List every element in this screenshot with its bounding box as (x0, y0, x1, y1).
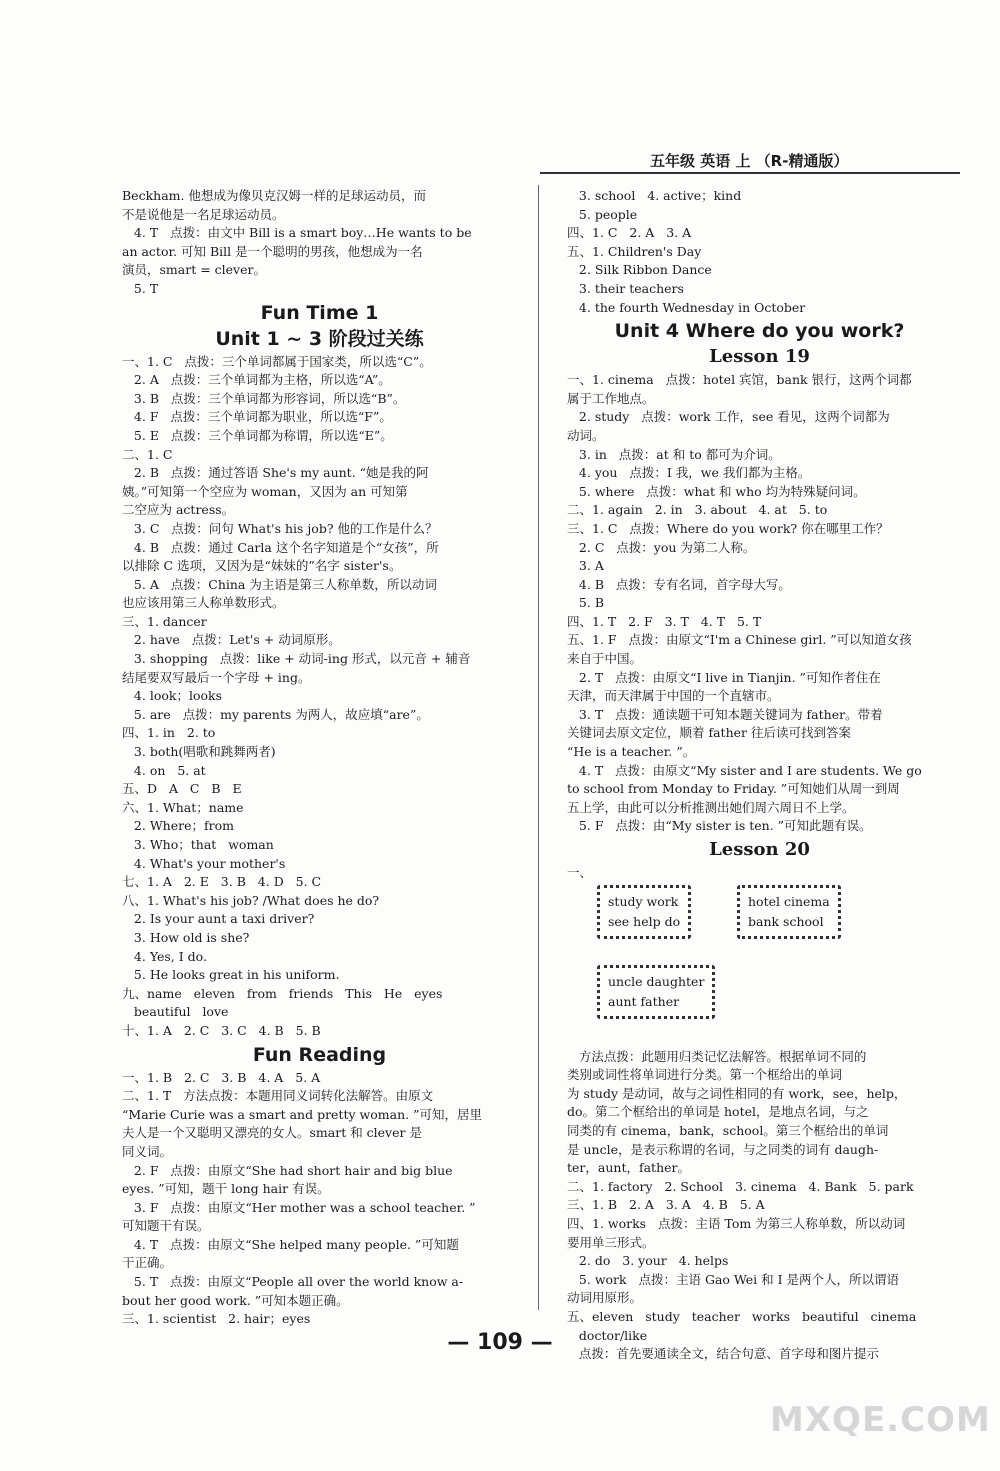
answer-line: 同义词。 (122, 1143, 173, 1159)
answer-line: 3. F 点拨：由原文“Her mother was a school teacher. ” (122, 1199, 476, 1215)
right-column (567, 187, 952, 1364)
answer-line: 方法点拨：此题用归类记忆法解答。根据单词不同的 (567, 1048, 867, 1064)
answer-line: 2. Silk Ribbon Dance (567, 262, 712, 278)
answer-line: 4. T 点拨：由原文“My sister and I are students. We go (567, 762, 922, 778)
answer-line: 一、1. B 2. C 3. B 4. A 5. A (122, 1069, 321, 1085)
answer-line: 4. look；looks (122, 688, 222, 704)
answer-line: 五、eleven study teacher works beautiful cinema (567, 1308, 917, 1324)
answer-line: 4. Yes, I do. (122, 948, 207, 964)
answer-line: 4. What's your mother's (122, 855, 286, 871)
answer-line: Beckham. 他想成为像贝克汉姆一样的足球运动员，而 (122, 188, 426, 203)
word-box-row: bank school (748, 913, 824, 929)
answer-line: 5. where 点拨：what 和 who 均为特殊疑问词。 (567, 483, 866, 499)
answer-line: 干正确。 (122, 1255, 173, 1271)
word-box-family (597, 965, 715, 1019)
answer-line: 来自于中国。 (567, 651, 643, 667)
answer-line: 是 uncle，是表示称谓的名词，与之同类的词有 daugh- (567, 1141, 879, 1157)
answer-line: 姨。”可知第一个空应为 woman，又因为 an 可知第 (122, 483, 408, 499)
header-rule (540, 172, 960, 174)
answer-line: 三、1. C 点拨：Where do you work? 你在哪里工作？ (567, 520, 889, 536)
page-number: — 109 — (447, 1330, 553, 1355)
answer-line: 动词用原形。 (567, 1290, 643, 1306)
answer-line: “Marie Curie was a smart and pretty woman. ”可知，居里 (122, 1106, 482, 1122)
answer-line: “He is a teacher. ”。 (567, 744, 696, 760)
answer-line: 2. B 点拨：通过答语 She's my aunt. “她是我的阿 (122, 465, 429, 481)
lesson-heading: Lesson 19 (709, 346, 810, 368)
answer-line: 2. study 点拨：work 工作，see 看见，这两个词都为 (567, 409, 890, 425)
answer-line: 二、1. again 2. in 3. about 4. at 5. to (567, 502, 828, 518)
word-box-row: see help do (608, 913, 681, 929)
answer-line: 结尾要双写最后一个字母 + ing。 (122, 669, 311, 685)
answer-line: 四、1. C 2. A 3. A (567, 225, 692, 241)
answer-line: 九、name eleven from friends This He eyes (122, 985, 443, 1001)
section-heading: Unit 1 ~ 3 阶段过关练 (215, 327, 424, 350)
word-box-places (737, 885, 841, 939)
answer-line: ter，aunt，father。 (567, 1160, 690, 1176)
answer-line: 三、1. B 2. A 3. A 4. B 5. A (567, 1197, 765, 1213)
answer-line: 夫人是一个又聪明又漂亮的女人。smart 和 clever 是 (122, 1125, 422, 1141)
section-heading: Fun Reading (252, 1043, 387, 1066)
answer-line: 六、1. What；name (122, 799, 244, 815)
answer-line: 三、1. dancer (122, 613, 207, 629)
answer-line: 属于工作地点。 (567, 390, 655, 406)
column-divider (538, 185, 539, 1310)
watermark: MXQE.COM (770, 1400, 991, 1440)
answer-line: 二空应为 actress。 (122, 502, 235, 518)
answer-line: 4. the fourth Wednesday in October (567, 299, 806, 315)
answer-line: 4. on 5. at (122, 762, 206, 778)
answer-line: 一、1. cinema 点拨：hotel 宾馆，bank 银行，这两个词都 (567, 372, 912, 388)
answer-line: 四、1. in 2. to (122, 725, 216, 741)
answer-line: 5. B (567, 595, 605, 611)
answer-line: 2. C 点拨：you 为第二人称。 (567, 539, 756, 555)
answer-line: 七、1. A 2. E 3. B 4. D 5. C (122, 874, 322, 890)
answer-line: 八、1. What's his job? /What does he do? (122, 892, 380, 908)
answer-line: 5. A 点拨：China 为主语是第三人称单数，所以动词 (122, 576, 437, 592)
right-column-bottom (567, 1048, 952, 1364)
answer-line: 类别或词性将单词进行分类。第一个框给出的单词 (567, 1067, 843, 1083)
answer-line: 4. you 点拨：I 我，we 我们都为主格。 (567, 465, 811, 481)
answer-line: 3. How old is she? (122, 929, 250, 945)
answer-line: 五、1. Children's Day (567, 243, 702, 259)
answer-line: 5. people (567, 206, 638, 222)
word-box-row: uncle daughter (608, 973, 705, 989)
answer-line: 为 study 是动词，故与之词性相同的有 work，see，help， (567, 1085, 907, 1101)
answer-line: 2. have 点拨：Let's + 动词原形。 (122, 632, 341, 648)
answer-line: 可知题干有误。 (122, 1218, 210, 1234)
answer-line: 四、1. T 2. F 3. T 4. T 5. T (567, 613, 762, 629)
answer-line: 三、1. scientist 2. hair；eyes (122, 1311, 311, 1327)
answer-line: 5. T 点拨：由原文“People all over the world know a- (122, 1274, 464, 1290)
answer-line: 五、D A C B E (122, 781, 242, 797)
answer-line: 一、1. C 点拨：三个单词都属于国家类，所以选“C”。 (122, 353, 432, 369)
word-box-area (567, 883, 952, 1048)
answer-line: 4. T 点拨：由原文“She helped many people. ”可知题 (122, 1236, 459, 1252)
answer-line: 3. T 点拨：通读题干可知本题关键词为 father。带着 (567, 706, 883, 722)
answer-line: 4. B 点拨：专有名词，首字母大写。 (567, 576, 791, 592)
answer-line: 5. T (122, 280, 159, 296)
answer-line: 五上学，由此可以分析推测出她们周六周日不上学。 (567, 799, 855, 815)
answer-line: 3. B 点拨：三个单词都为形容词，所以选“B”。 (122, 390, 406, 406)
answer-line: 以排除 C 选项，又因为是“妹妹的”名字 sister's。 (122, 558, 402, 574)
answer-line: 4. T 点拨：由文中 Bill is a smart boy…He wants to be (122, 225, 472, 241)
answer-line: 动词。 (567, 427, 605, 443)
answer-line: 5. are 点拨：my parents 为两人，故应填“are”。 (122, 706, 429, 722)
answer-line: 天津，而天津属于中国的一个直辖市。 (567, 688, 780, 704)
answer-line: 不是说他是一名足球运动员。 (122, 206, 285, 222)
answer-line: 4. B 点拨：通过 Carla 这个名字知道是个“女孩”，所 (122, 539, 439, 555)
section-heading: Fun Time 1 (260, 301, 379, 324)
answer-line: 4. F 点拨：三个单词都为职业，所以选“F”。 (122, 409, 392, 425)
answer-line: do。第二个框给出的单词是 hotel，是地点名词，与之 (567, 1104, 869, 1120)
answer-line: 3. C 点拨：问句 What's his job? 他的工作是什么？ (122, 520, 438, 536)
answer-line: 3. both(唱歌和跳舞两者) (122, 744, 276, 760)
left-column (122, 187, 517, 1329)
answer-line: 关键词去原文定位，顺着 father 往后读可找到答案 (567, 725, 851, 741)
answer-line: 2. A 点拨：三个单词都为主格，所以选“A”。 (122, 372, 391, 388)
word-box-row: study work (608, 893, 679, 909)
lesson-heading: Lesson 20 (709, 839, 810, 860)
answer-line: 2. do 3. your 4. helps (567, 1253, 729, 1269)
answer-line: 3. Who；that woman (122, 837, 274, 852)
answer-line: 点拨：首先要通读全文，结合句意、首字母和图片提示 (567, 1346, 879, 1362)
right-column-top (567, 187, 952, 883)
answer-line: 二、1. factory 2. School 3. cinema 4. Bank 5. park (567, 1178, 914, 1194)
word-box-row: hotel cinema (748, 893, 830, 909)
answer-line: 3. their teachers (567, 280, 684, 296)
answer-line: to school from Monday to Friday. ”可知她们从周一到周 (567, 781, 900, 797)
answer-line: 五、1. F 点拨：由原文“I'm a Chinese girl. ”可以知道女孩 (567, 632, 912, 648)
answer-line: an actor. 可知 Bill 是一个聪明的男孩，他想成为一名 (122, 243, 423, 259)
answer-line: 5. work 点拨：主语 Gao Wei 和 I 是两个人，所以谓语 (567, 1271, 900, 1287)
answer-line: doctor/like (567, 1327, 648, 1343)
answer-line: 演员，smart = clever。 (122, 262, 266, 278)
answer-line: 要用单三形式。 (567, 1234, 655, 1250)
answer-line: beautiful love (122, 1004, 229, 1020)
answer-line: 2. T 点拨：由原文“I live in Tianjin. ”可知作者住在 (567, 669, 881, 685)
section-heading: Unit 4 Where do you work? (614, 320, 905, 343)
answer-line: eyes. ”可知，题干 long hair 有误。 (122, 1181, 330, 1197)
answer-line: 同类的有 cinema，bank，school。第三个框给出的单词 (567, 1122, 889, 1138)
answer-line: 四、1. works 点拨：主语 Tom 为第三人称单数，所以动词 (567, 1215, 906, 1231)
answer-line: bout her good work. ”可知本题正确。 (122, 1292, 349, 1308)
word-box-verbs (597, 885, 691, 939)
answer-line: 2. Is your aunt a taxi driver? (122, 911, 315, 927)
answer-line: 2. F 点拨：由原文“She had short hair and big blue (122, 1162, 453, 1178)
page-header: 五年级 英语 上 （R-精通版） (650, 152, 849, 170)
answer-line: 二、1. T 方法点拨：本题用同义词转化法解答。由原文 (122, 1088, 434, 1104)
answer-line: 5. E 点拨：三个单词都为称谓，所以选“E”。 (122, 427, 393, 443)
word-box-row: aunt father (608, 993, 680, 1009)
answer-line: 二、1. C (122, 446, 173, 462)
answer-line: 5. He looks great in his uniform. (122, 967, 340, 983)
answer-line: 一、 (567, 865, 593, 880)
answer-line: 3. in 点拨：at 和 to 都可为介词。 (567, 446, 781, 462)
answer-line: 3. shopping 点拨：like + 动词-ing 形式，以元音 + 辅音 (122, 651, 471, 667)
answer-line: 2. Where；from (122, 818, 234, 834)
answer-line: 十、1. A 2. C 3. C 4. B 5. B (122, 1022, 321, 1038)
answer-line: 5. F 点拨：由“My sister is ten. ”可知此题有误。 (567, 818, 872, 834)
answer-line: 3. school 4. active；kind (567, 188, 742, 203)
answer-line: 3. A (567, 558, 604, 574)
answer-line: 也应该用第三人称单数形式。 (122, 595, 285, 611)
